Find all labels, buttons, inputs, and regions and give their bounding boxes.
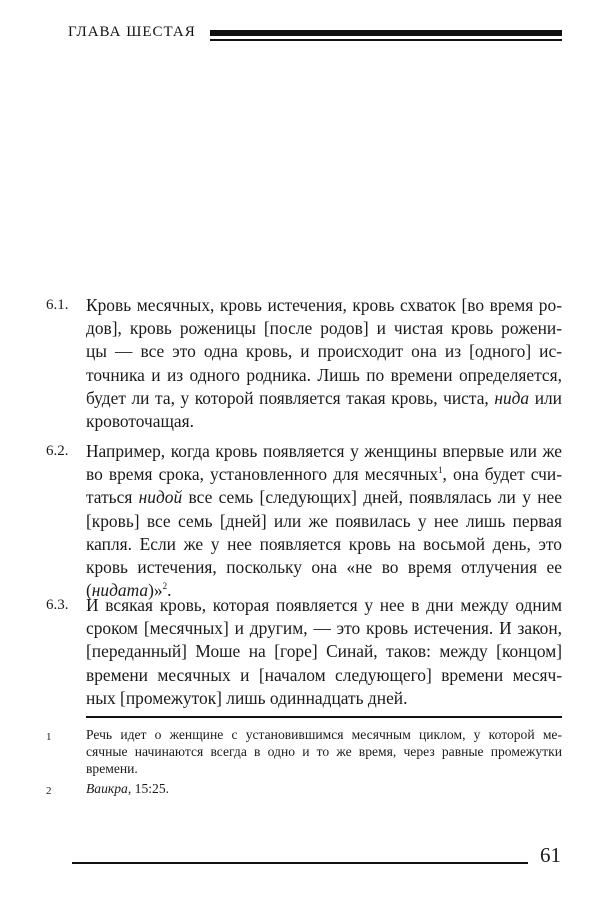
text-line — [86, 687, 562, 710]
footnote-1 — [46, 727, 562, 777]
header-thin-rule — [210, 39, 562, 41]
footnote-ref: 1 — [438, 465, 443, 476]
paragraph-6-2 — [46, 440, 562, 602]
text-segment: Речь идет о женщине с установившимся месячным циклом, у которой ме- — [86, 727, 562, 742]
text-line — [86, 387, 562, 410]
text-line — [86, 556, 562, 579]
text-line — [86, 463, 562, 486]
text-segment: кровь истечения, поскольку она «не во время отлучения ее — [86, 557, 562, 578]
text-line — [86, 510, 562, 533]
footnote-rule — [86, 716, 562, 718]
italic-term: нидой — [138, 487, 183, 508]
text-line — [86, 744, 562, 761]
text-segment: кровоточащая. — [86, 411, 194, 432]
chapter-title: ГЛАВА ШЕСТАЯ — [68, 24, 196, 40]
text-segment: )» — [148, 580, 163, 601]
text-segment: цы — все это одна кровь, и происходит она из [одного] ис- — [86, 341, 562, 362]
text-segment: , 15:25. — [127, 781, 170, 796]
text-segment: Кровь месячных, кровь истечения, кровь схваток [во время ро- — [86, 295, 562, 315]
paragraph-number: 6.1. — [46, 297, 69, 313]
text-line — [86, 486, 562, 509]
text-segment: точника и из одного родника. Лишь по времени определяется, — [86, 364, 562, 385]
text-segment: или — [529, 387, 562, 408]
text-segment: сроком [месячных] и другим, — это кровь истечения. И закон, — [86, 618, 562, 639]
italic-term: нидата — [91, 580, 149, 601]
text-segment: И всякая кровь, которая появляется у нее в дни между одним — [86, 595, 562, 615]
text-segment: сячные начинаются всегда в одно и то же время, через равные промежутки — [86, 743, 562, 759]
footnote-ref: 2 — [162, 581, 168, 592]
text-segment: все семь [следующих] дней, появлялась ли у нее — [182, 487, 562, 508]
text-segment: [переданный] Моше на [горе] Синай, таков: между [концом] — [86, 641, 562, 662]
text-segment: дов], кровь роженицы [после родов] и чистая кровь рожени- — [86, 318, 562, 339]
footnote-number: 2 — [46, 785, 52, 797]
italic-term: Ваикра — [86, 781, 128, 796]
page-number: 61 — [540, 843, 561, 867]
paragraph-6-3 — [46, 594, 562, 710]
paragraph-number: 6.3. — [46, 597, 69, 613]
text-segment: [кровь] все семь [дней] или же появилась у нее лишь первая — [86, 510, 562, 531]
paragraph-number: 6.2. — [46, 443, 69, 459]
text-line — [86, 727, 562, 744]
text-line — [86, 640, 562, 663]
text-segment: ( — [86, 580, 92, 601]
text-segment: времени. — [86, 760, 138, 776]
header-thick-rule — [210, 30, 562, 36]
text-line — [86, 364, 562, 387]
italic-term: нида — [494, 387, 530, 408]
text-segment: Например, когда кровь появляется у женщины впервые или же — [86, 441, 562, 461]
text-segment: . — [167, 580, 172, 601]
text-segment: времени месячных и [началом следующего] времени месяч- — [86, 664, 562, 685]
paragraph-6-1 — [46, 294, 562, 433]
text-line — [86, 440, 562, 463]
text-line — [86, 410, 562, 433]
footnote-2 — [46, 781, 562, 798]
text-line — [86, 664, 562, 687]
text-segment: таться — [86, 487, 139, 508]
text-line — [86, 340, 562, 363]
text-segment: капля. Если же у нее появляется кровь на восьмой день, это — [86, 533, 562, 554]
text-segment: будет ли та, у которой появляется такая кровь, чиста, — [86, 387, 495, 408]
text-segment: ных [промежуток] лишь одиннадцать дней. — [86, 687, 408, 708]
text-line — [86, 533, 562, 556]
footnote-number: 1 — [46, 731, 52, 743]
text-segment: во время срока, установленного для месячных — [86, 464, 439, 485]
text-line — [86, 617, 562, 640]
footer-rule — [72, 862, 528, 864]
text-line — [86, 317, 562, 340]
text-line — [86, 781, 562, 798]
text-segment: , она будет счи- — [442, 464, 562, 485]
text-line — [86, 594, 562, 617]
text-line — [86, 761, 562, 778]
text-line — [86, 294, 562, 317]
